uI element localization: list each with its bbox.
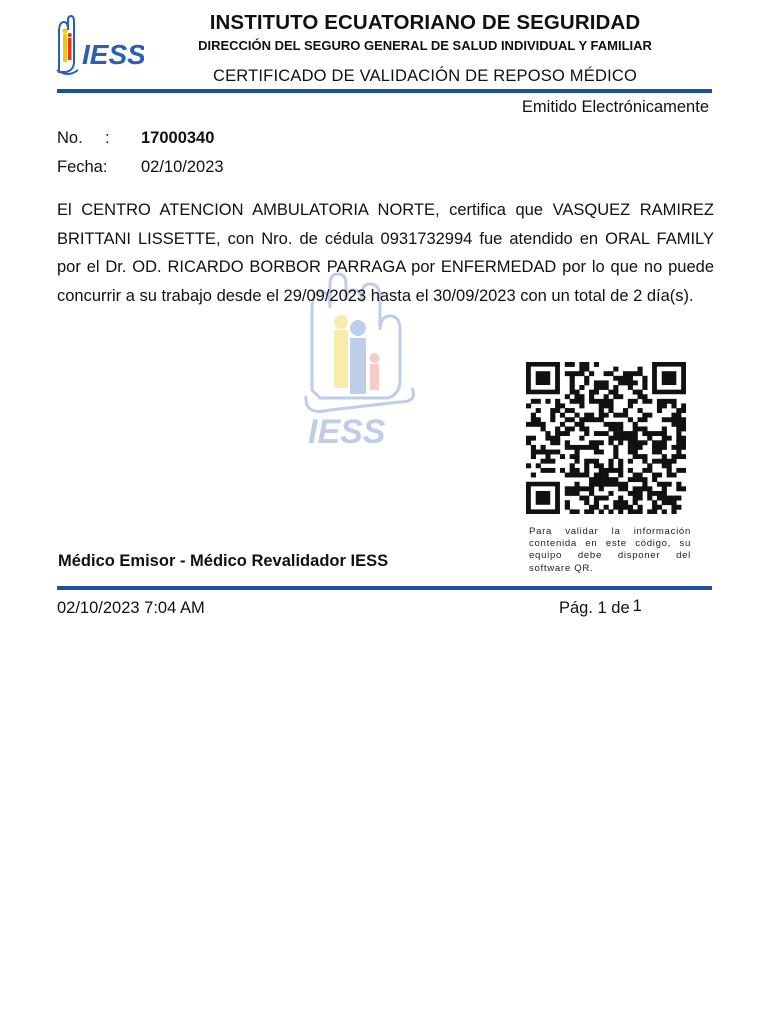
- qr-code: [526, 362, 686, 514]
- footer-timestamp: 02/10/2023 7:04 AM: [57, 599, 205, 617]
- document-title: CERTIFICADO DE VALIDACIÓN DE REPOSO MÉDICO: [212, 67, 638, 85]
- number-label: No.: [57, 129, 83, 147]
- header-divider: [57, 89, 712, 93]
- certificate-date: 02/10/2023: [141, 158, 224, 176]
- page-indicator: [559, 599, 642, 618]
- direction-subtitle: DIRECCIÓN DEL SEGURO GENERAL DE SALUD INDIVIDUAL Y FAMILIAR: [198, 38, 652, 53]
- institution-title: INSTITUTO ECUATORIANO DE SEGURIDAD: [209, 11, 641, 34]
- issuing-doctor-label: Médico Emisor - Médico Revalidador IESS: [58, 552, 389, 570]
- date-label: Fecha:: [57, 158, 108, 176]
- svg-text:IESS: IESS: [308, 413, 386, 450]
- footer-divider: [57, 586, 712, 590]
- number-separator: :: [105, 129, 110, 147]
- qr-instructions: Para validar la información contenida en este código, su equipo debe disponer del software QR.: [529, 526, 691, 574]
- certificate-number: 17000340: [141, 129, 215, 147]
- page-total: 1: [632, 597, 642, 615]
- page-label: Pág. 1 de: [559, 599, 630, 617]
- emitted-label: Emitido Electrónicamente: [521, 98, 709, 116]
- certificate-body: El CENTRO ATENCION AMBULATORIA NORTE, certifica que VASQUEZ RAMIREZ BRITTANI LISSETTE, con Nro. de cédula 0931732994 fue atendido en ORAL FAMILY por el Dr. OD. RICARDO BORBOR PARRAGA por ENFERMEDAD por lo que no puede concurrir a su trabajo desde el 29/09/2023 hasta el 30/09/2023 con un total de 2 día(s).: [57, 201, 714, 305]
- svg-text:IESS: IESS: [82, 39, 144, 70]
- iess-logo: [54, 14, 144, 78]
